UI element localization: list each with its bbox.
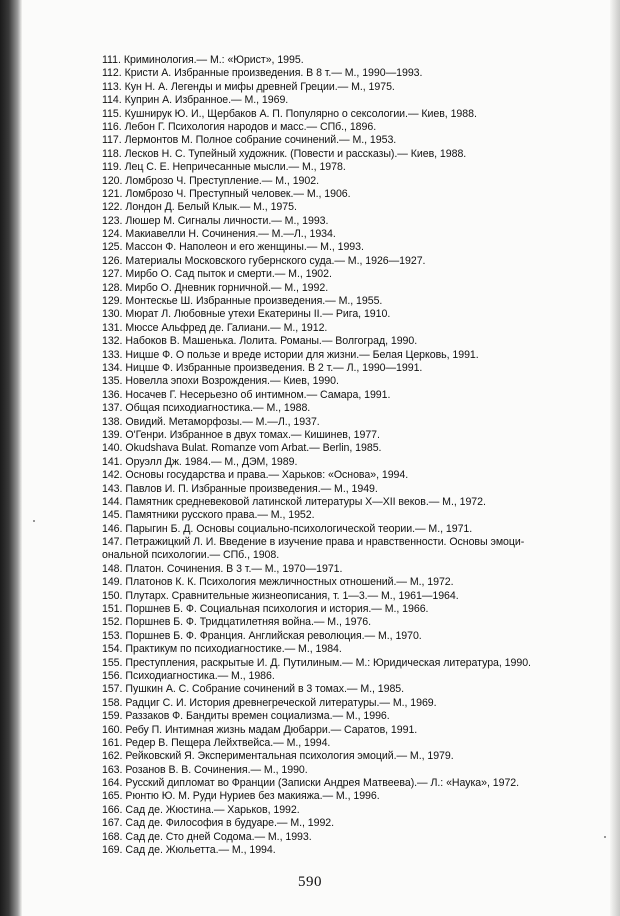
bibliography-entry xyxy=(102,456,607,469)
bibliography-entry xyxy=(102,389,607,402)
entry-number: 161. xyxy=(102,736,123,749)
bibliography-entry-continuation xyxy=(102,549,607,562)
entry-text: Розанов В. В. Сочинения.— М., 1990. xyxy=(125,763,308,776)
entry-number: 139. xyxy=(102,428,123,441)
bibliography-entry xyxy=(102,710,607,723)
bibliography-entry xyxy=(102,590,607,603)
entry-text: Лондон Д. Белый Клык.— М., 1975. xyxy=(125,201,297,214)
entry-text: Общая психодиагностика.— М., 1988. xyxy=(125,402,311,415)
entry-text: Лермонтов М. Полное собрание сочинений.— М., 1953. xyxy=(124,134,397,147)
bibliography-entry xyxy=(102,616,607,629)
entry-text: Лесков Н. С. Тупейный художник. (Повести и рассказы).— Киев, 1988. xyxy=(124,147,467,160)
entry-number: 136. xyxy=(102,388,123,401)
entry-text: Редер В. Пещера Лейхтвейса.— М., 1994. xyxy=(125,736,331,749)
entry-number: 111. xyxy=(102,54,121,66)
entry-text: Сад де. Сто дней Содома.— М., 1993. xyxy=(125,830,312,843)
bibliography-entry xyxy=(102,630,607,643)
entry-text: Поршнев Б. Ф. Франция. Английская революция.— М., 1970. xyxy=(125,629,422,642)
page-number: 590 xyxy=(298,874,322,890)
entry-text: Парыгин Б. Д. Основы социально-психологической теории.— М., 1971. xyxy=(125,522,473,535)
entry-text: Основы государства и права.— Харьков: «Основа», 1994. xyxy=(125,469,409,482)
bibliography-entry xyxy=(102,724,607,737)
bibliography-entry xyxy=(102,643,607,656)
bibliography-entry xyxy=(102,777,607,790)
entry-text: Мюрат Л. Любовные утехи Екатерины II.— Рига, 1910. xyxy=(125,308,391,321)
entry-number: 117. xyxy=(102,134,122,147)
entry-text: Рюнтю Ю. М. Руди Нуриев без макияжа.— М., 1996. xyxy=(125,790,380,803)
bibliography-entry xyxy=(102,844,607,857)
bibliography-entry xyxy=(102,697,607,710)
bibliography-entry xyxy=(102,215,607,228)
entry-text: Набоков В. Машенька. Лолита. Романы.— Волгоград, 1990. xyxy=(125,335,418,348)
entry-number: 112. xyxy=(102,67,122,80)
entry-number: 155. xyxy=(102,656,123,669)
entry-number: 113. xyxy=(102,80,122,93)
entry-number: 151. xyxy=(102,603,123,616)
bibliography-entry xyxy=(102,402,607,415)
bibliography-entry xyxy=(102,817,607,830)
bibliography-entry xyxy=(102,148,607,161)
bibliography-entry xyxy=(102,670,607,683)
entry-number: 147. xyxy=(102,536,123,549)
bibliography-entry xyxy=(102,121,607,134)
bibliography-entry xyxy=(102,750,607,763)
entry-text: Монтескье Ш. Избранные произведения.— М., 1955. xyxy=(125,295,383,308)
bibliography-entry xyxy=(102,469,607,482)
entry-text: Ницше Ф. Избранные произведения. В 2 т.— Л., 1990—1991. xyxy=(125,361,423,374)
bibliography-entry xyxy=(102,429,607,442)
entry-text: Лец С. Е. Непричесанные мысли.— М., 1978. xyxy=(124,161,346,174)
entry-text: Сад де. Философия в будуаре.— М., 1992. xyxy=(125,817,335,830)
entry-text: Психодиагностика.— М., 1986. xyxy=(125,669,275,682)
entry-text: Овидий. Метаморфозы.— М.—Л., 1937. xyxy=(125,415,320,428)
entry-number: 116. xyxy=(102,120,122,133)
entry-number: 135. xyxy=(102,375,123,388)
entry-number: 131. xyxy=(102,321,123,334)
bibliography-entry xyxy=(102,81,607,94)
entry-text: Носачев Г. Несерьезно об интимном.— Самара, 1991. xyxy=(125,388,391,401)
page-edge xyxy=(610,0,620,916)
entry-number: 129. xyxy=(102,295,123,308)
entry-number: 119. xyxy=(102,161,122,174)
bibliography-entry xyxy=(102,764,607,777)
bibliography-entry xyxy=(102,94,607,107)
entry-text: Мирбо О. Сад пыток и смерти.— М., 1902. xyxy=(125,268,332,281)
entry-text: Поршнев Б. Ф. Социальная психология и история.— М., 1966. xyxy=(125,603,429,616)
entry-number: 149. xyxy=(102,576,123,589)
scan-speck xyxy=(604,836,606,838)
entry-number: 158. xyxy=(102,696,123,709)
entry-number: 157. xyxy=(102,683,123,696)
entry-text: ональной психологии.— СПб., 1908. xyxy=(102,549,280,562)
entry-number: 162. xyxy=(102,750,123,763)
entry-text: Пушкин А. С. Собрание сочинений в 3 томах.— М., 1985. xyxy=(125,683,405,696)
entry-number: 168. xyxy=(102,830,123,843)
entry-number: 163. xyxy=(102,763,123,776)
scan-speck xyxy=(33,520,35,522)
bibliography-entry xyxy=(102,188,607,201)
entry-text: Мирбо О. Дневник горничной.— М., 1992. xyxy=(125,281,329,294)
bibliography-entry xyxy=(102,241,607,254)
entry-number: 141. xyxy=(102,455,123,468)
entry-number: 160. xyxy=(102,723,123,736)
entry-number: 145. xyxy=(102,509,123,522)
entry-number: 144. xyxy=(102,495,123,508)
entry-number: 123. xyxy=(102,214,123,227)
bibliography-entry xyxy=(102,416,607,429)
entry-text: Преступления, раскрытые И. Д. Путилиным.— М.: Юридическая литература, 1990. xyxy=(125,656,531,669)
entry-number: 154. xyxy=(102,643,123,656)
entry-text: Ломброзо Ч. Преступный человек.— М., 1906. xyxy=(125,187,351,200)
entry-number: 122. xyxy=(102,201,123,214)
entry-number: 128. xyxy=(102,281,123,294)
entry-number: 118. xyxy=(102,147,122,160)
entry-text: Русский дипломат во Франции (Записки Андрея Матвеева).— Л.: «Наука», 1972. xyxy=(125,777,520,790)
bibliography-entry xyxy=(102,576,607,589)
bibliography-entry xyxy=(102,509,607,522)
entry-text: Поршнев Б. Ф. Тридцатилетняя война.— М., 1976. xyxy=(125,616,372,629)
bibliography-entry xyxy=(102,683,607,696)
bibliography-entry xyxy=(102,496,607,509)
bibliography-entry xyxy=(102,308,607,321)
entry-number: 130. xyxy=(102,308,123,321)
entry-text: Платонов К. К. Психология межличностных отношений.— М., 1972. xyxy=(125,576,454,589)
bibliography-entry xyxy=(102,54,607,67)
entry-text: Сад де. Жюстина.— Харьков, 1992. xyxy=(125,803,300,816)
entry-number: 148. xyxy=(102,562,123,575)
entry-number: 156. xyxy=(102,669,123,682)
bibliography-entry xyxy=(102,804,607,817)
entry-text: Оруэлл Дж. 1984.— М., ДЭМ, 1989. xyxy=(125,455,298,468)
entry-number: 169. xyxy=(102,844,123,857)
entry-number: 167. xyxy=(102,817,123,830)
bibliography-entry xyxy=(102,563,607,576)
entry-text: Массон Ф. Наполеон и его женщины.— М., 1993. xyxy=(125,241,364,254)
entry-text: Кристи А. Избранные произведения. В 8 т.— М., 1990—1993. xyxy=(124,67,423,80)
bibliography-entry xyxy=(102,134,607,147)
bibliography-entry xyxy=(102,483,607,496)
bibliography-entry xyxy=(102,335,607,348)
bibliography-entry xyxy=(102,322,607,335)
entry-number: 137. xyxy=(102,402,123,415)
entry-number: 164. xyxy=(102,777,123,790)
entry-number: 142. xyxy=(102,469,123,482)
entry-text: Криминология.— М.: «Юрист», 1995. xyxy=(123,54,304,66)
entry-text: Практикум по психодиагностике.— М., 1984. xyxy=(125,643,342,656)
entry-number: 143. xyxy=(102,482,123,495)
bibliography-entry xyxy=(102,161,607,174)
entry-number: 150. xyxy=(102,589,123,602)
entry-number: 127. xyxy=(102,268,123,281)
entry-text: Сад де. Жюльетта.— М., 1994. xyxy=(125,844,276,857)
bibliography-entry xyxy=(102,201,607,214)
entry-number: 153. xyxy=(102,629,123,642)
bibliography-entry xyxy=(102,108,607,121)
entry-text: Плутарх. Сравнительные жизнеописания, т. 1—3.— М., 1961—1964. xyxy=(125,589,459,602)
entry-number: 125. xyxy=(102,241,123,254)
bibliography-entry xyxy=(102,349,607,362)
entry-number: 138. xyxy=(102,415,123,428)
bibliography-entry xyxy=(102,67,607,80)
entry-text: Платон. Сочинения. В 3 т.— М., 1970—1971. xyxy=(125,562,343,575)
entry-text: Люшер М. Сигналы личности.— М., 1993. xyxy=(125,214,329,227)
entry-text: Лебон Г. Психология народов и масс.— СПб., 1896. xyxy=(124,120,377,133)
entry-number: 126. xyxy=(102,254,123,267)
entry-text: Okudshava Bulat. Romanze vom Arbat.— Berlin, 1985. xyxy=(125,442,382,455)
entry-number: 134. xyxy=(102,361,123,374)
bibliography-entry xyxy=(102,228,607,241)
bibliography-entry xyxy=(102,282,607,295)
bibliography-entry xyxy=(102,442,607,455)
entry-number: 165. xyxy=(102,790,123,803)
entry-text: Радциг С. И. История древнегреческой литературы.— М., 1969. xyxy=(125,696,437,709)
bibliography-entry xyxy=(102,790,607,803)
entry-text: Раззаков Ф. Бандиты времен социализма.— М., 1996. xyxy=(125,710,390,723)
entry-text: Ломброзо Ч. Преступление.— М., 1902. xyxy=(125,174,319,187)
bibliography-entry xyxy=(102,737,607,750)
entry-number: 124. xyxy=(102,228,123,241)
entry-number: 120. xyxy=(102,174,123,187)
entry-text: Ребу П. Интимная жизнь мадам Дюбарри.— Саратов, 1991. xyxy=(125,723,418,736)
entry-text: Материалы Московского губернского суда.— М., 1926—1927. xyxy=(125,254,426,267)
entry-text: Рейковский Я. Экспериментальная психология эмоций.— М., 1979. xyxy=(125,750,454,763)
entry-number: 159. xyxy=(102,710,123,723)
entry-number: 121. xyxy=(102,187,123,200)
bibliography-entry xyxy=(102,362,607,375)
bibliography-entry xyxy=(102,603,607,616)
entry-text: Ницше Ф. О пользе и вреде истории для жизни.— Белая Церковь, 1991. xyxy=(125,348,479,361)
bibliography-entry xyxy=(102,536,607,549)
entry-text: Памятники русского права.— М., 1952. xyxy=(125,509,315,522)
entry-text: Кун Н. А. Легенды и мифы древней Греции.— М., 1975. xyxy=(124,80,395,93)
entry-number: 114. xyxy=(102,94,122,107)
entry-text: Мюссе Альфред де. Галиани.— М., 1912. xyxy=(125,321,328,334)
bibliography-entry xyxy=(102,268,607,281)
entry-text: Петражицкий Л. И. Введение в изучение права и нравственности. Основы эмоци- xyxy=(125,536,525,549)
entry-number: 152. xyxy=(102,616,123,629)
entry-number: 132. xyxy=(102,335,123,348)
entry-number: 146. xyxy=(102,522,123,535)
bibliography-entry xyxy=(102,375,607,388)
bibliography-entry xyxy=(102,831,607,844)
entry-text: Макиавелли Н. Сочинения.— М.—Л., 1934. xyxy=(125,228,336,241)
entry-text: Куприн А. Избранное.— М., 1969. xyxy=(124,94,289,107)
entry-number: 115. xyxy=(102,107,122,120)
entry-number: 133. xyxy=(102,348,123,361)
bibliography-entry xyxy=(102,255,607,268)
entry-text: Памятник средневековой латинской литературы X—XII веков.— М., 1972. xyxy=(125,495,486,508)
bibliography-entry xyxy=(102,175,607,188)
bibliography-list xyxy=(102,54,607,857)
entry-text: Новелла эпохи Возрождения.— Киев, 1990. xyxy=(125,375,339,388)
bibliography-entry xyxy=(102,523,607,536)
bibliography-entry xyxy=(102,657,607,670)
entry-number: 140. xyxy=(102,442,123,455)
bibliography-entry xyxy=(102,295,607,308)
entry-number: 166. xyxy=(102,803,123,816)
entry-text: Кушнирук Ю. И., Щербаков А. П. Популярно о сексологии.— Киев, 1988. xyxy=(124,107,477,120)
entry-text: О'Генри. Избранное в двух томах.— Кишинев, 1977. xyxy=(125,428,380,441)
page-binding-shadow xyxy=(0,0,22,916)
entry-text: Павлов И. П. Избранные произведения.— М., 1949. xyxy=(125,482,378,495)
